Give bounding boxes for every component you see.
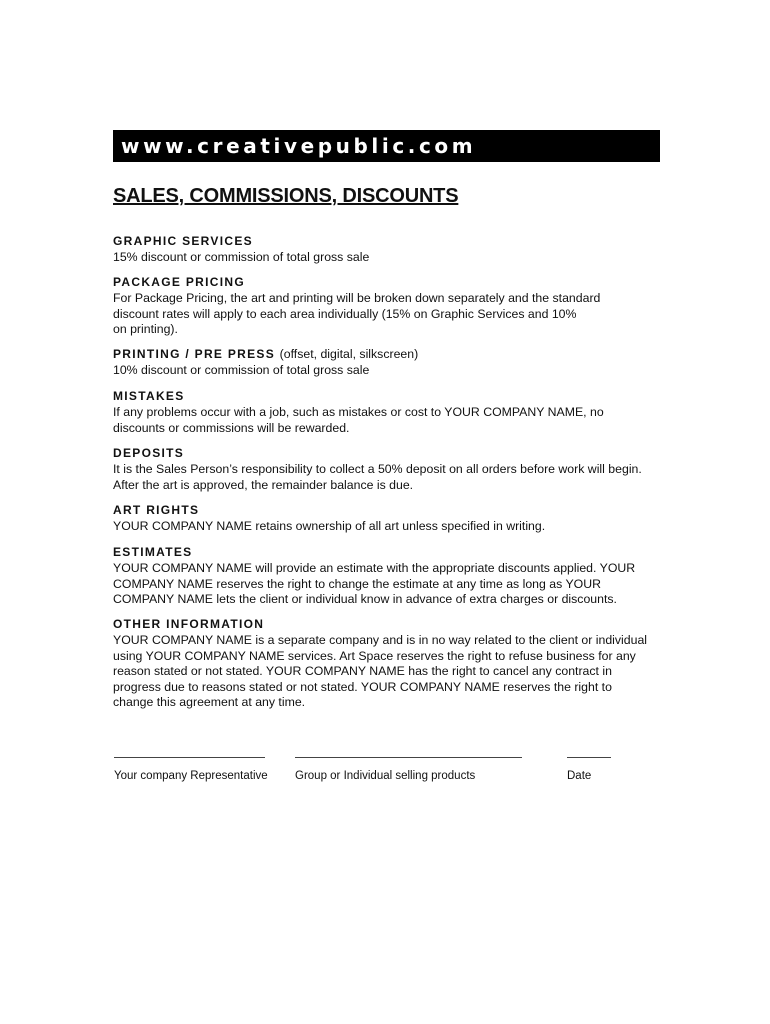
section-printing bbox=[113, 347, 658, 379]
section-text: using YOUR COMPANY NAME services. Art Space reserves the right to refuse business for any bbox=[113, 648, 636, 663]
section-text: change this agreement at any time. bbox=[113, 695, 306, 710]
banner-text: www.creativepublic.com bbox=[121, 134, 477, 158]
section-mistakes bbox=[113, 389, 658, 436]
section-text: discounts or commissions will be rewarded. bbox=[113, 420, 350, 435]
page-title: SALES, COMMISSIONS, DISCOUNTS bbox=[113, 185, 459, 207]
banner bbox=[113, 130, 660, 162]
section-heading: DEPOSITS bbox=[113, 446, 185, 460]
section-text: 10% discount or commission of total gross sale bbox=[113, 363, 370, 377]
section-text: YOUR COMPANY NAME is a separate company and is in no way related to the client or individual bbox=[113, 633, 648, 647]
section-text: For Package Pricing, the art and printing will be broken down separately and the standard bbox=[113, 291, 601, 305]
section-graphic-services bbox=[113, 234, 658, 266]
signature-label-date: Date bbox=[567, 770, 592, 782]
section-art-rights bbox=[113, 503, 658, 535]
section-text: If any problems occur with a job, such as mistakes or cost to YOUR COMPANY NAME, no bbox=[113, 405, 604, 419]
section-deposits bbox=[113, 446, 658, 493]
section-heading: ART RIGHTS bbox=[113, 503, 200, 517]
section-heading: PRINTING / PRE PRESS bbox=[113, 347, 276, 361]
section-heading-note: (offset, digital, silkscreen) bbox=[279, 347, 419, 361]
section-text: on printing). bbox=[113, 322, 178, 337]
section-heading: PACKAGE PRICING bbox=[113, 275, 245, 289]
section-other-information bbox=[113, 617, 658, 711]
section-text: progress due to reasons stated or not stated. YOUR COMPANY NAME reserves the right to bbox=[113, 679, 612, 694]
section-text: After the art is approved, the remainder balance is due. bbox=[113, 477, 414, 492]
section-text: discount rates will apply to each area individually (15% on Graphic Services and 10% bbox=[113, 306, 577, 321]
section-text: YOUR COMPANY NAME will provide an estimate with the appropriate discounts applied. YOUR bbox=[113, 561, 636, 575]
section-heading: OTHER INFORMATION bbox=[113, 617, 265, 631]
signature-label-group: Group or Individual selling products bbox=[295, 770, 476, 782]
section-heading: MISTAKES bbox=[113, 389, 185, 403]
section-text: 15% discount or commission of total gross sale bbox=[113, 250, 370, 264]
section-package-pricing bbox=[113, 275, 658, 338]
signature-line-group bbox=[295, 757, 522, 758]
section-heading: ESTIMATES bbox=[113, 545, 193, 559]
section-text: YOUR COMPANY NAME retains ownership of all art unless specified in writing. bbox=[113, 519, 546, 533]
section-text: COMPANY NAME lets the client or individual know in advance of extra charges or discounts. bbox=[113, 592, 617, 607]
section-text: It is the Sales Person’s responsibility to collect a 50% deposit on all orders before work will begin. bbox=[113, 462, 642, 476]
signature-line-date bbox=[567, 757, 611, 758]
section-heading: GRAPHIC SERVICES bbox=[113, 234, 253, 248]
section-text: reason stated or not stated. YOUR COMPANY NAME has the right to cancel any contract in bbox=[113, 664, 612, 679]
signature-line-representative bbox=[114, 757, 265, 758]
section-estimates bbox=[113, 545, 658, 608]
section-text: COMPANY NAME reserves the right to change the estimate at any time as long as YOUR bbox=[113, 576, 601, 591]
section-heading-row bbox=[113, 347, 658, 362]
signature-label-representative: Your company Representative bbox=[114, 770, 268, 782]
